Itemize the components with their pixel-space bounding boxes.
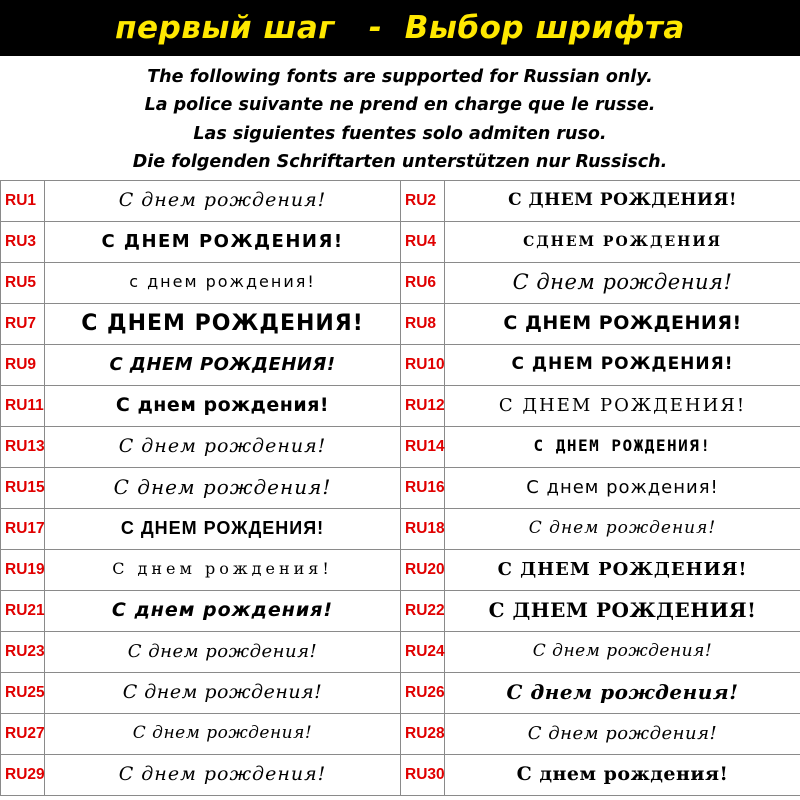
font-sample-text: С ДНЕМ РОЖДЕНИЯ! — [498, 394, 747, 416]
table-row — [1, 550, 800, 591]
font-sample-cell[interactable] — [45, 714, 401, 755]
font-sample-cell[interactable] — [445, 345, 800, 386]
font-sample-text: С днем рождения! — [118, 189, 327, 212]
font-sample-cell[interactable] — [445, 386, 800, 427]
font-sample-cell[interactable] — [445, 632, 800, 673]
font-sample-text: С днем рождения! — [122, 681, 323, 704]
font-sample-cell[interactable] — [45, 673, 401, 714]
font-code-label[interactable]: RU21 — [1, 591, 45, 632]
intro-block — [0, 56, 800, 180]
font-sample-cell[interactable] — [45, 468, 401, 509]
table-row — [1, 304, 800, 345]
font-sample-cell[interactable] — [45, 386, 401, 427]
font-sample-table-body — [1, 181, 800, 796]
font-sample-cell[interactable] — [45, 550, 401, 591]
font-code-label[interactable]: RU2 — [401, 181, 445, 222]
font-code-label[interactable]: RU4 — [401, 222, 445, 263]
font-sample-cell[interactable] — [45, 263, 401, 304]
font-code-label[interactable]: RU5 — [1, 263, 45, 304]
table-row — [1, 509, 800, 550]
font-sample-text: С днем рождения! — [115, 394, 330, 417]
font-code-label[interactable]: RU16 — [401, 468, 445, 509]
font-sample-text: С ДНЕМ РОЖДЕНИЯ! — [511, 354, 734, 375]
font-sample-text: С днем рождения! — [127, 640, 318, 662]
font-sample-text: С днем рождения! — [113, 475, 332, 500]
table-row — [1, 468, 800, 509]
header-banner — [0, 0, 800, 56]
font-sample-text: С днем рождения! — [111, 599, 334, 622]
font-code-label[interactable]: RU7 — [1, 304, 45, 345]
font-code-label[interactable]: RU19 — [1, 550, 45, 591]
font-sample-text: С ДНЕМ РОЖДЕНИЯ! — [101, 230, 344, 252]
font-code-label[interactable]: RU8 — [401, 304, 445, 345]
font-sample-text: С днем рождения! — [512, 270, 733, 295]
font-code-label[interactable]: RU12 — [401, 386, 445, 427]
font-code-label[interactable]: RU17 — [1, 509, 45, 550]
font-code-label[interactable]: RU28 — [401, 714, 445, 755]
font-sample-cell[interactable] — [445, 427, 800, 468]
table-row — [1, 222, 800, 263]
table-row — [1, 591, 800, 632]
table-row — [1, 755, 800, 796]
font-sample-text: С днем рождения! — [506, 680, 739, 705]
font-sample-cell[interactable] — [45, 509, 401, 550]
font-code-label[interactable]: RU9 — [1, 345, 45, 386]
table-row — [1, 427, 800, 468]
font-code-label[interactable]: RU13 — [1, 427, 45, 468]
font-sample-cell[interactable] — [445, 673, 800, 714]
font-sample-cell[interactable] — [445, 304, 800, 345]
font-sample-cell[interactable] — [45, 632, 401, 673]
font-sample-cell[interactable] — [45, 755, 401, 796]
font-code-label[interactable]: RU6 — [401, 263, 445, 304]
font-sample-cell[interactable] — [45, 591, 401, 632]
font-sample-text: С днем рождения! — [528, 518, 717, 539]
font-code-label[interactable]: RU23 — [1, 632, 45, 673]
font-sample-text: С ДНЕМ РОЖДЕНИЯ! — [497, 558, 748, 580]
font-sample-cell[interactable] — [445, 263, 800, 304]
font-sample-text: С ДНЕМ РОЖДЕНИЯ! — [109, 353, 336, 375]
font-sample-text: С днем рождения! — [516, 763, 729, 786]
font-sample-text: С днем рождения! — [526, 476, 719, 498]
font-sample-cell[interactable] — [45, 304, 401, 345]
font-sample-text: С ДНЕМ РОЖДЕНИЯ! — [503, 312, 742, 335]
font-sample-text: С днем рождения! — [118, 763, 327, 786]
table-row — [1, 632, 800, 673]
table-row — [1, 673, 800, 714]
table-row — [1, 714, 800, 755]
font-sample-cell[interactable] — [445, 468, 800, 509]
table-row — [1, 263, 800, 304]
font-sample-cell[interactable] — [445, 550, 800, 591]
font-sample-text: С днем рождения! — [132, 723, 313, 744]
font-sample-text: С ДНЕМ РОЖДЕНИЯ! — [508, 190, 737, 211]
font-code-label[interactable]: RU25 — [1, 673, 45, 714]
font-code-label[interactable]: RU3 — [1, 222, 45, 263]
font-sample-text: С днем рождения! — [532, 641, 713, 662]
font-sample-cell[interactable] — [45, 181, 401, 222]
font-code-label[interactable]: RU30 — [401, 755, 445, 796]
font-sample-text: С ДНЕМ РОЖДЕНИЯ! — [120, 518, 325, 539]
font-sample-cell[interactable] — [445, 714, 800, 755]
font-sample-cell[interactable] — [445, 181, 800, 222]
intro-line-fr: La police suivante ne prend en charge que le russe. — [144, 95, 656, 116]
font-sample-table — [0, 180, 800, 796]
font-code-label[interactable]: RU18 — [401, 509, 445, 550]
font-code-label[interactable]: RU10 — [401, 345, 445, 386]
intro-line-es: Las siguientes fuentes solo admiten ruso. — [193, 123, 607, 144]
font-code-label[interactable]: RU24 — [401, 632, 445, 673]
font-sample-text: С днем рождения! — [118, 435, 327, 458]
table-row — [1, 181, 800, 222]
font-sample-text: с днем рождения! — [129, 272, 316, 292]
font-sample-cell[interactable] — [45, 427, 401, 468]
font-sample-text: С ДНЕМ РОЖДЕНИЯ! — [488, 598, 757, 623]
intro-line-en: The following fonts are supported for Russian only. — [147, 67, 653, 87]
font-sample-cell[interactable] — [45, 222, 401, 263]
font-code-label[interactable]: RU15 — [1, 468, 45, 509]
font-code-label[interactable]: RU20 — [401, 550, 445, 591]
font-code-label[interactable]: RU11 — [1, 386, 45, 427]
font-code-label[interactable]: RU14 — [401, 427, 445, 468]
font-code-label[interactable]: RU22 — [401, 591, 445, 632]
font-code-label[interactable]: RU27 — [1, 714, 45, 755]
font-sample-text: СДНЕМ РОЖДЕНИЯ — [523, 234, 722, 251]
intro-line-de: Die folgenden Schriftarten unterstützen nur Russisch. — [132, 152, 668, 173]
table-row — [1, 386, 800, 427]
font-sample-cell[interactable] — [445, 755, 800, 796]
page-title: первый шаг - Выбор шрифта — [115, 9, 685, 46]
font-sample-text: С ДНЕМ РОЖДЕНИЯ! — [533, 436, 712, 456]
font-sample-cell[interactable] — [445, 509, 800, 550]
font-sample-cell[interactable] — [445, 591, 800, 632]
font-sample-text: С днем рождения! — [527, 722, 718, 744]
font-code-label[interactable]: RU1 — [1, 181, 45, 222]
font-sample-cell[interactable] — [45, 345, 401, 386]
table-row — [1, 345, 800, 386]
font-code-label[interactable]: RU26 — [401, 673, 445, 714]
font-sample-text: С днем рождения! — [112, 559, 333, 579]
font-sample-text: С ДНЕМ РОЖДЕНИЯ! — [81, 311, 364, 337]
font-code-label[interactable]: RU29 — [1, 755, 45, 796]
font-sample-cell[interactable] — [445, 222, 800, 263]
